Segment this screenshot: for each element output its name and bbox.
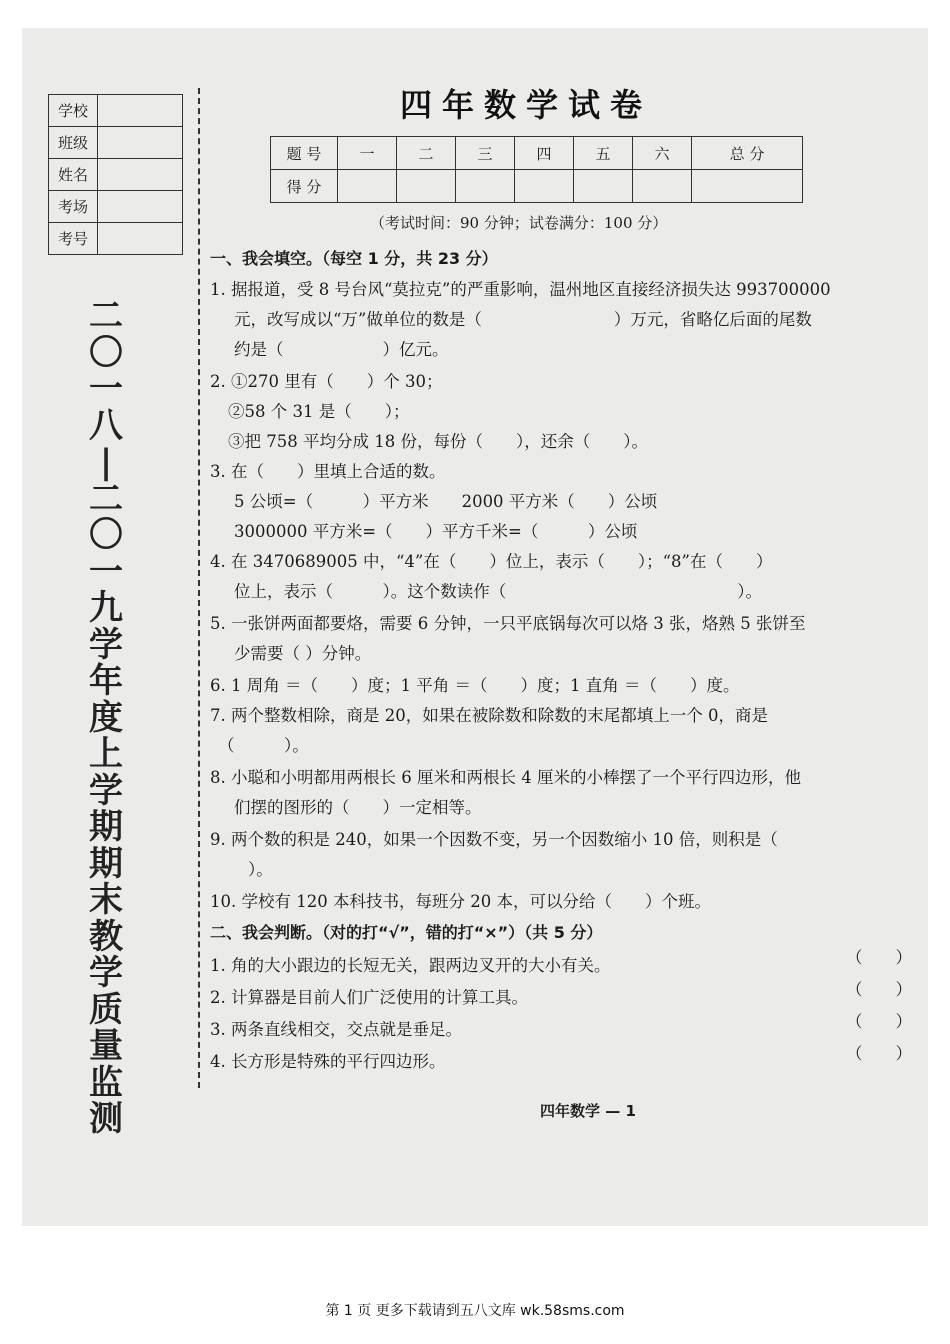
question-line: ②58 个 31 是（ ）； xyxy=(228,402,410,421)
question-line: 1. 据报道，受 8 号台风“莫拉克”的严重影响，温州地区直接经济损失达 993700000 xyxy=(210,280,831,299)
vertical-title-char: 末 xyxy=(89,880,123,920)
vertical-title-char: 二 xyxy=(89,478,123,519)
vertical-title-char: 学 xyxy=(89,624,123,665)
vertical-title-char: 〇 xyxy=(89,332,123,373)
question-line: （ ）。 xyxy=(218,736,309,755)
question-line: 8. 小聪和小明都用两根长 6 厘米和两根长 4 厘米的小棒摆了一个平行四边形，他 xyxy=(210,768,801,787)
info-value-room xyxy=(98,191,183,223)
question-line: ）。 xyxy=(248,860,273,879)
score-cell xyxy=(456,170,515,203)
vertical-title-char: 教 xyxy=(89,916,123,957)
vertical-title-char: | xyxy=(99,442,113,482)
vertical-title-char: 质 xyxy=(89,989,123,1030)
vertical-title-char: 量 xyxy=(89,1026,123,1066)
info-value-school xyxy=(98,95,183,127)
judge-item-text: 2. 计算器是目前人们广泛使用的计算工具。 xyxy=(210,988,528,1007)
score-cell xyxy=(338,170,397,203)
question-line: 2. ①270 里有（ ）个 30； xyxy=(210,372,443,391)
score-cell xyxy=(515,170,574,203)
info-value-name xyxy=(98,159,183,191)
vertical-title-char: 学 xyxy=(89,953,123,993)
question-line: 5 公顷=（ ）平方米 2000 平方米（ ）公顷 xyxy=(234,492,658,511)
question-line: 约是（ ）亿元。 xyxy=(234,340,449,359)
score-cell xyxy=(574,170,633,203)
judge-answer-paren: （ ） xyxy=(846,980,912,999)
vertical-title-char: 期 xyxy=(89,807,123,847)
judge-answer-paren: （ ） xyxy=(846,948,912,967)
section-heading-fill-blank: 一、我会填空。（每空 1 分，共 23 分） xyxy=(210,249,498,268)
vertical-title-char: 监 xyxy=(89,1062,123,1103)
question-line: 4. 在 3470689005 中，“4”在（ ）位上，表示（ ）；“8”在（ ） xyxy=(210,552,773,571)
vertical-title-char: 八 xyxy=(89,405,123,446)
judge-item-text: 3. 两条直线相交，交点就是垂足。 xyxy=(210,1020,462,1039)
question-line: 7. 两个整数相除，商是 20，如果在被除数和除数的末尾都填上一个 0，商是 xyxy=(210,706,768,725)
question-line: 位上，表示（ ）。这个数读作（ ）。 xyxy=(234,582,762,601)
vertical-title-char: 年 xyxy=(89,661,123,701)
binding-dashed-line xyxy=(198,88,200,1088)
question-line: 3. 在（ ）里填上合适的数。 xyxy=(210,462,446,481)
page-title: 四年数学试卷 xyxy=(400,86,653,124)
question-line: 元，改写成以“万”做单位的数是（ ）万元，省略亿后面的尾数 xyxy=(234,310,812,329)
vertical-title-char: 〇 xyxy=(89,515,123,555)
score-header-cell: 六 xyxy=(633,137,692,170)
vertical-title-char: 测 xyxy=(89,1099,123,1139)
score-row-label: 得 分 xyxy=(271,170,338,203)
vertical-exam-title xyxy=(86,298,126,1138)
info-label-number: 考号 xyxy=(49,223,98,255)
score-cell-total xyxy=(692,170,803,203)
score-header-cell: 五 xyxy=(574,137,633,170)
judge-answer-paren: （ ） xyxy=(846,1012,912,1031)
question-line: 9. 两个数的积是 240，如果一个因数不变，另一个因数缩小 10 倍，则积是（ xyxy=(210,830,778,849)
score-header-label: 题 号 xyxy=(271,137,338,170)
question-line: 3000000 平方米=（ ）平方千米=（ ）公顷 xyxy=(234,522,638,541)
question-line: 10. 学校有 120 本科技书，每班分 20 本，可以分给（ ）个班。 xyxy=(210,892,711,911)
judge-item-text: 1. 角的大小跟边的长短无关，跟两边叉开的大小有关。 xyxy=(210,956,611,975)
download-note: 第 1 页 更多下载请到五八文库 wk.58sms.com xyxy=(325,1303,625,1319)
info-label-school: 学校 xyxy=(49,95,98,127)
info-value-class xyxy=(98,127,183,159)
question-line: 少需要（ ）分钟。 xyxy=(234,644,372,663)
question-line: ③把 758 平均分成 18 份，每份（ ），还余（ ）。 xyxy=(228,432,648,451)
question-line: 6. 1 周角 ＝（ ）度；1 平角 ＝（ ）度；1 直角 ＝（ ）度。 xyxy=(210,676,740,695)
scanned-page xyxy=(22,28,928,1226)
vertical-title-char: 上 xyxy=(89,734,123,774)
score-table xyxy=(270,136,803,203)
vertical-title-char: 一 xyxy=(89,369,123,409)
vertical-title-char: 九 xyxy=(89,588,123,628)
question-line: 5. 一张饼两面都要烙，需要 6 分钟，一只平底锅每次可以烙 3 张，烙熟 5 张饼至 xyxy=(210,614,806,633)
vertical-title-char: 期 xyxy=(89,843,123,884)
exam-info: （考试时间：90 分钟；试卷满分：100 分） xyxy=(370,214,668,232)
score-header-cell: 一 xyxy=(338,137,397,170)
score-cell xyxy=(633,170,692,203)
info-value-number xyxy=(98,223,183,255)
section-heading-judge: 二、我会判断。（对的打“√”，错的打“×”）（共 5 分） xyxy=(210,923,603,942)
student-info-table xyxy=(48,94,183,255)
score-header-cell: 二 xyxy=(397,137,456,170)
info-label-class: 班级 xyxy=(49,127,98,159)
page-footer-label: 四年数学 — 1 xyxy=(540,1102,636,1120)
info-label-name: 姓名 xyxy=(49,159,98,191)
score-header-cell: 四 xyxy=(515,137,574,170)
judge-answer-paren: （ ） xyxy=(846,1044,912,1063)
judge-item-text: 4. 长方形是特殊的平行四边形。 xyxy=(210,1052,446,1071)
score-cell xyxy=(397,170,456,203)
question-line: 们摆的图形的（ ）一定相等。 xyxy=(234,798,482,817)
vertical-title-char: 度 xyxy=(89,697,123,738)
score-header-total: 总 分 xyxy=(692,137,803,170)
vertical-title-char: 二 xyxy=(89,296,123,336)
info-label-room: 考场 xyxy=(49,191,98,223)
score-header-cell: 三 xyxy=(456,137,515,170)
vertical-title-char: 一 xyxy=(89,551,123,592)
vertical-title-char: 学 xyxy=(89,770,123,811)
